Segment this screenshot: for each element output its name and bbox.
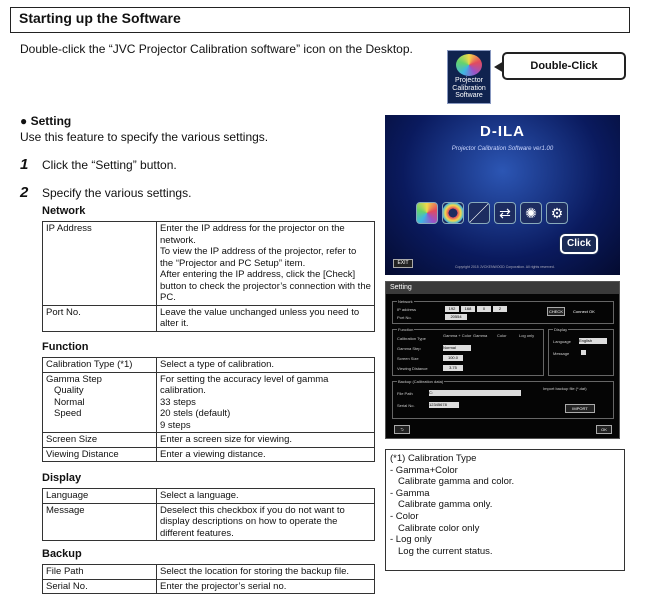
ip-field-1[interactable]: 192 (445, 306, 459, 312)
gamma-menu-icon[interactable] (468, 202, 490, 224)
screen-size-input[interactable]: 100.0 (443, 355, 463, 361)
table-row (43, 358, 375, 373)
exit-button[interactable]: EXIT (393, 259, 413, 268)
param-desc: Enter a viewing distance. (157, 447, 375, 462)
table-row (43, 372, 375, 433)
message-checkbox[interactable] (581, 350, 586, 355)
page-title: Starting up the Software (10, 7, 630, 33)
gamma-step-select[interactable]: Normal (443, 345, 471, 351)
ip-field-2[interactable]: 168 (461, 306, 475, 312)
param-name: Viewing Distance (43, 447, 157, 462)
language-select[interactable]: English (579, 338, 607, 344)
param-name: IP Address (43, 222, 157, 306)
calibration-menu-icon[interactable] (416, 202, 438, 224)
note-item-name: - Color (390, 510, 419, 522)
table-row (43, 447, 375, 462)
display-group: Display Language English Message (548, 329, 614, 376)
ip-field-3[interactable]: 0 (477, 306, 491, 312)
param-desc: Enter the IP address for the projector on the network. To view the IP address of the projector, refer to the “Projector and PC Setup” item. After entering the IP address, click the [Check] button to check the projector’s connection with the PC. (157, 222, 375, 306)
dila-subtitle: Projector Calibration Software ver1.00 (451, 146, 554, 152)
function-heading: Function (42, 341, 89, 353)
connect-status: Connect OK (573, 309, 595, 314)
setting-heading: ● Setting (20, 114, 72, 128)
double-click-callout: Double-Click (502, 52, 626, 80)
ip-field-4[interactable]: 2 (493, 306, 507, 312)
network-table (42, 221, 375, 332)
note-item-desc: Calibrate color only (398, 522, 480, 534)
table-row (43, 565, 375, 580)
param-name: Language (43, 489, 157, 504)
calibration-type-notes (385, 449, 625, 571)
check-button[interactable]: CHECK (548, 309, 563, 314)
copyright-text: Copyright 2015 JVCKENWOOD Corporation. All rights reserved. (455, 265, 555, 269)
note-item-name: - Gamma (390, 487, 430, 499)
param-desc: Select a type of calibration. (157, 358, 375, 373)
step-1: 1 Click the “Setting” button. (20, 156, 177, 173)
param-name: Serial No. (43, 579, 157, 594)
function-group: Function Calibration Type Gamma + Color Gamma Color Log only Gamma Step Normal Screen Size 100.0 Viewing Distance 3.75 (392, 329, 544, 376)
app-icon-label-3: Software (455, 92, 483, 99)
step-2: 2 Specify the various settings. (20, 184, 192, 201)
click-callout: Click (560, 234, 598, 254)
table-row (43, 579, 375, 594)
param-name: File Path (43, 565, 157, 580)
table-row (43, 489, 375, 504)
table-row (43, 222, 375, 306)
color-menu-icon[interactable] (442, 202, 464, 224)
note-item-desc: Calibrate gamma and color. (398, 476, 515, 488)
function-table (42, 357, 375, 462)
backup-table (42, 564, 375, 594)
intro-text: Double-click the “JVC Projector Calibration software” icon on the Desktop. (20, 42, 413, 56)
lamp-menu-icon[interactable]: ✺ (520, 202, 542, 224)
param-name: Port No. (43, 305, 157, 331)
menu-icons (416, 202, 568, 224)
backup-group: Backup (Calibration data) File Path C: Serial No. 12345678 Import backup file (*.dat) IMPORT (392, 381, 614, 419)
file-path-input[interactable]: C: (429, 390, 521, 396)
param-name: Calibration Type (*1) (43, 358, 157, 373)
viewing-distance-input[interactable]: 3.75 (443, 365, 463, 371)
param-desc: Select the location for storing the backup file. (157, 565, 375, 580)
back-arrow-icon[interactable]: ⮌ (394, 425, 410, 434)
display-table (42, 488, 375, 541)
param-name: Screen Size (43, 433, 157, 448)
import-button[interactable]: IMPORT (565, 404, 595, 413)
network-heading: Network (42, 205, 86, 217)
table-row (43, 305, 375, 331)
note-item-name: - Log only (390, 534, 432, 546)
setting-title: Setting (386, 282, 619, 294)
app-icon-label-1: Projector (454, 77, 483, 84)
table-row (43, 433, 375, 448)
serial-input[interactable]: 12345678 (429, 402, 459, 408)
transfer-menu-icon[interactable]: ⇄ (494, 202, 516, 224)
note-item-desc: Calibrate gamma only. (398, 499, 493, 511)
app-icon-label-2: Calibration (452, 84, 486, 92)
param-desc: Enter a screen size for viewing. (157, 433, 375, 448)
ok-button[interactable]: OK (596, 425, 612, 434)
note-item-desc: Log the current status. (398, 545, 493, 557)
color-wheel-icon (456, 54, 482, 76)
gear-icon[interactable]: ⚙ (546, 202, 568, 224)
param-desc: For setting the accuracy level of gamma calibration. 33 steps 20 stels (default) 9 steps (157, 372, 375, 433)
backup-heading: Backup (42, 548, 82, 560)
param-name: Message (43, 503, 157, 541)
dila-logo: D-ILA (480, 123, 525, 140)
setting-screenshot (385, 281, 620, 439)
param-name: Gamma Step Quality Normal Speed (43, 372, 157, 433)
notes-heading: (*1) Calibration Type (390, 453, 477, 464)
port-input[interactable]: 20554 (445, 314, 467, 320)
param-desc: Deselect this checkbox if you do not want to display descriptions on how to operate the different features. (157, 503, 375, 541)
network-group: Network IP address 192 168 0 2 Port No. 20554 CHECK Connect OK (392, 301, 614, 324)
param-desc: Leave the value unchanged unless you need to alter it. (157, 305, 375, 331)
display-heading: Display (42, 472, 82, 484)
param-desc: Select a language. (157, 489, 375, 504)
calibration-app-icon[interactable] (447, 50, 491, 104)
param-desc: Enter the projector’s serial no. (157, 579, 375, 594)
note-item-name: - Gamma+Color (390, 464, 458, 476)
setting-description: Use this feature to specify the various settings. (20, 130, 269, 144)
table-row (43, 503, 375, 541)
